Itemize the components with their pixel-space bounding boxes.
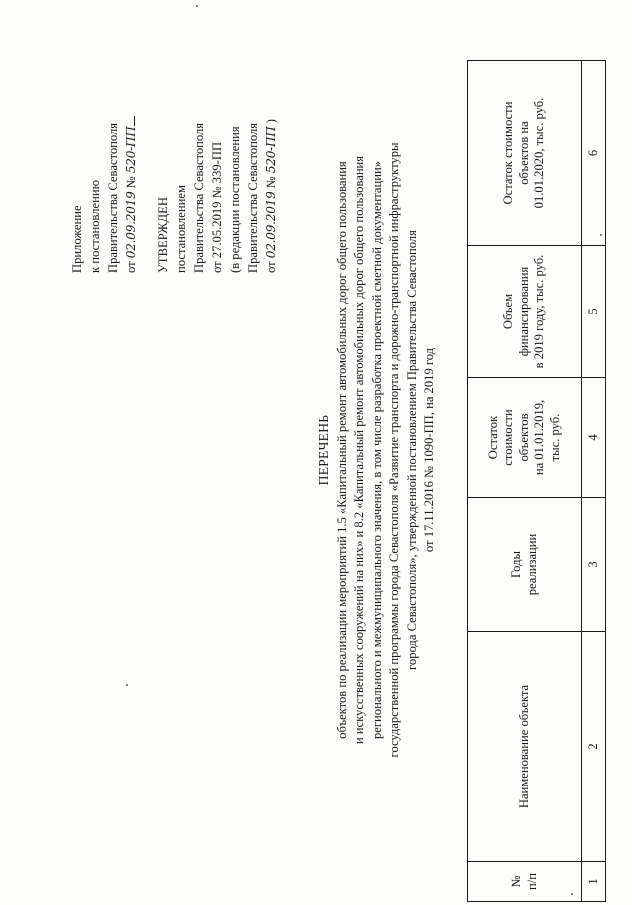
header-years: Годы реализации	[468, 498, 582, 632]
header-remaining-2020: Остаток стоимости объектов на 01.01.2020, тыс. руб.	[468, 61, 582, 246]
objects-table	[467, 60, 606, 902]
scan-speck	[196, 5, 198, 7]
appendix-line-3: Правительства Севастополя	[106, 122, 120, 273]
title-heading: ПЕРЕЧЕНЬ	[316, 414, 331, 486]
appendix-line-2: к постановлению	[88, 179, 102, 273]
header-object-name: Наименование объекта	[468, 632, 582, 862]
col-number-2: 2	[582, 632, 606, 862]
approved-closing-paren: )	[264, 119, 278, 124]
col-number-4: 4	[582, 378, 606, 498]
table-header-row	[468, 61, 582, 902]
col-number-6: 6	[582, 61, 606, 246]
col-number-3: 3	[582, 498, 606, 632]
appendix-underline	[122, 116, 135, 126]
approved-date-prefix: от	[264, 261, 278, 273]
approved-line-6: Правительства Севастополя	[246, 122, 260, 273]
col-number-1: 1	[582, 862, 606, 902]
title-line-5: города Севастополя», утвержденной постановлением Правительства Севастополя	[404, 230, 419, 670]
col-number-5: 5	[582, 246, 606, 378]
approved-date-line	[262, 13, 280, 273]
approved-line-3: Правительства Севастополя	[192, 122, 206, 273]
title-line-6: от 17.11.2016 № 1090-ПП, на 2019 год	[422, 347, 436, 553]
appendix-line-1: Приложение	[70, 205, 84, 273]
scan-speck	[126, 684, 128, 686]
document-title	[315, 55, 439, 845]
title-line-3: регионального и межмуниципального значения, в том числе разработка проектной сметной документации»	[369, 161, 384, 739]
approved-line-4: от 27.05.2019 № 339-ПП	[210, 141, 224, 273]
approved-number-handwritten: 520-ПП	[264, 126, 278, 174]
approved-line-2: постановлением	[174, 185, 188, 273]
appendix-number-prefix: №	[124, 176, 138, 189]
header-block	[68, 13, 280, 273]
title-line-2: и искусственных сооружений на них» и 8.2 «Капитальный ремонт автомобильных дорог общего пользования	[352, 155, 366, 745]
approved-line-5: (в редакции постановления	[228, 126, 242, 273]
appendix-date-prefix: от	[124, 261, 138, 273]
scan-speck	[571, 893, 573, 895]
appendix-date-line	[122, 13, 140, 273]
title-line-4: государственной программы города Севастополя «Развитие транспорта и дорожно-транспортной инфраструктуры	[387, 142, 401, 758]
approved-number-prefix: №	[264, 176, 278, 189]
table-numbering-row	[582, 61, 606, 902]
header-financing-2019: Объем финансирования в 2019 году, тыс. руб.	[468, 246, 582, 378]
appendix-number-handwritten: 520-ПП	[124, 126, 138, 174]
header-remaining-2019: Остаток стоимости объектов на 01.01.2019, тыс. руб.	[468, 378, 582, 498]
title-line-1: объектов по реализации мероприятий 1.5 «Капитальный ремонт автомобильных дорог общего пользования	[334, 161, 349, 739]
appendix-date-handwritten: 02.09.2019	[124, 191, 138, 259]
header-number: № п/п	[468, 862, 582, 902]
scan-speck	[600, 234, 602, 236]
approved-date-handwritten: 02.09.2019	[264, 191, 278, 259]
approved-line-1: УТВЕРЖДЕН	[156, 197, 170, 273]
